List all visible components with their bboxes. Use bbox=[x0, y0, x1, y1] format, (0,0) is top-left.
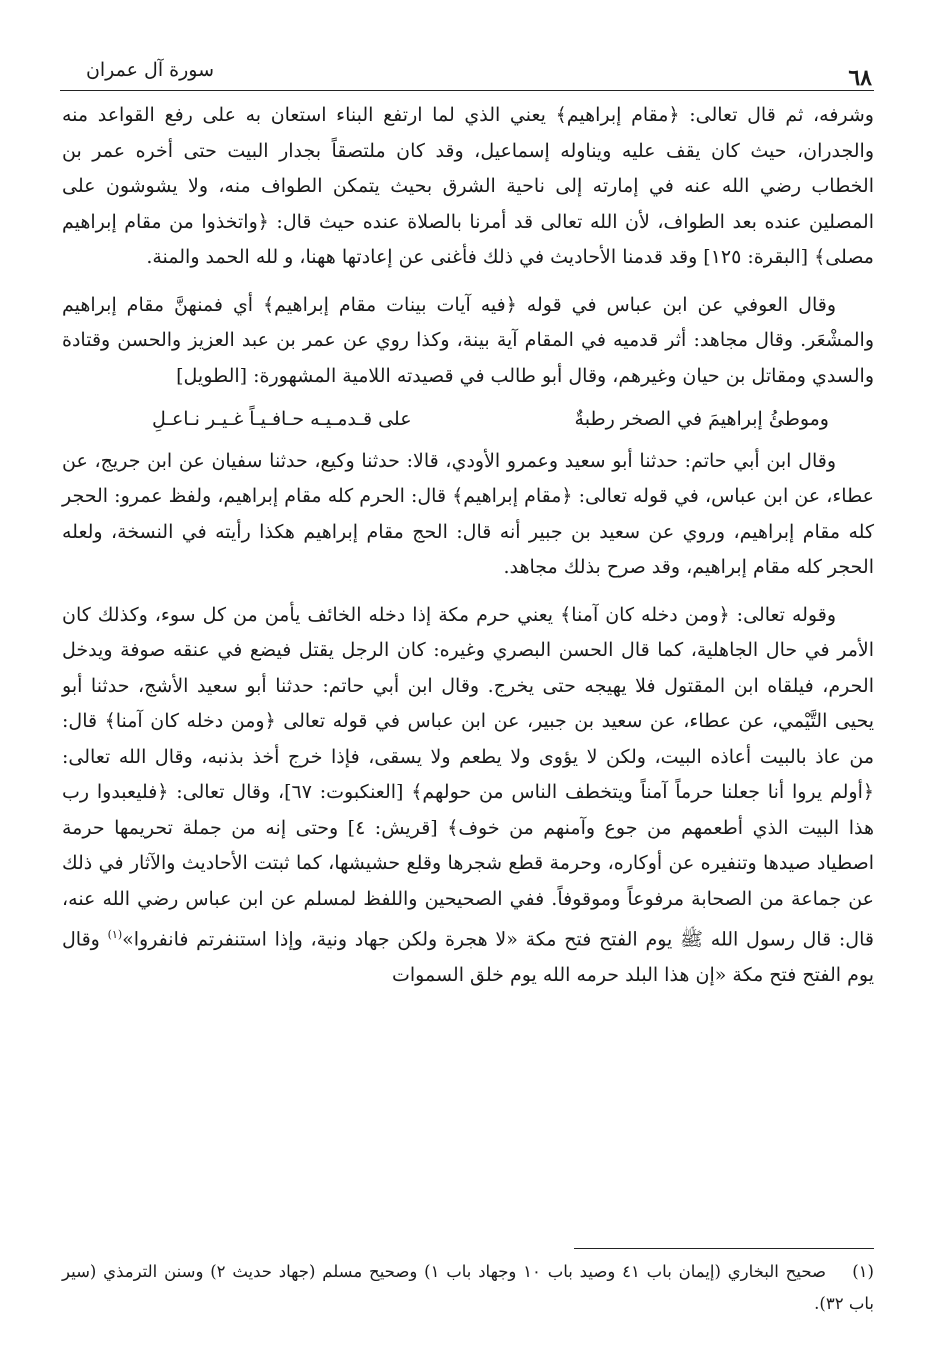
paragraph-1: وشرفه، ثم قال تعالى: ﴿مقام إبراهيم﴾ يعني الذي لما ارتفع البناء استعان به على رفع القواعد منه والجدران، حيث كان يقف عليه ويناوله إسماعيل، وقد كان ملتصقاً بجدار البيت حتى أخره عمر بن الخطاب رضي الله عنه في إمارته إلى ناحية الشرق بحيث يتمكن الطواف منه، ولا يشوشون على المصلين عنده بعد الطواف، لأن الله تعالى قد أمرنا بالصلاة عنده حيث قال: ﴿واتخذوا من مقام إبراهيم مصلى﴾ [البقرة: ١٢٥] وقد قدمنا الأحاديث في ذلك فأغنى عن إعادتها ههنا، و لله الحمد والمنة. bbox=[62, 104, 874, 268]
footnote-number: (١) bbox=[852, 1262, 874, 1281]
header-divider bbox=[60, 90, 874, 91]
paragraph-4 bbox=[62, 598, 874, 994]
main-text bbox=[62, 98, 874, 993]
poem-first-hemistich: وموطئُ إبراهيمَ في الصخر رطبةٌ bbox=[574, 408, 829, 430]
paragraph-4-tail: وقال يوم الفتح فتح مكة «إن هذا البلد حرمه الله يوم خلق السموات bbox=[62, 928, 874, 986]
footnote-divider bbox=[574, 1248, 874, 1249]
running-title: سورة آل عمران bbox=[85, 59, 215, 81]
footnote-reference[interactable]: (١) bbox=[107, 928, 123, 941]
page-number: ٦٨ bbox=[848, 65, 872, 91]
paragraph-4-text: وقوله تعالى: ﴿ومن دخله كان آمنا﴾ يعني حرم مكة إذا دخله الخائف يأمن من كل سوء، وكذلك كان الأمر في حال الجاهلية، كما قال الحسن البصري وغيره: كان الرجل يقتل فيضع في عنقه صوفة ويدخل الحرم، فيلقاه ابن المقتول فلا يهيجه حتى يخرج. وقال ابن أبي حاتم: حدثنا أبو سعيد الأشج، حدثنا أبو يحيى التَّيْمي، عن عطاء، عن سعيد بن جبير، عن ابن عباس في قوله تعالى ﴿ومن دخله كان آمنا﴾ قال: من عاذ بالبيت أعاذه البيت، ولكن لا يؤوى ولا يطعم ولا يسقى، فإذا خرج أخذ بذنبه، وقال الله تعالى: ﴿أولم يروا أنا جعلنا حرماً آمناً ويتخطف الناس من حولهم﴾ [العنكبوت: ٦٧]، وقال تعالى: ﴿فليعبدوا رب هذا البيت الذي أطعمهم من جوع وآمنهم من خوف﴾ [قريش: ٤] وحتى إنه من جملة تحريمها حرمة اصطياد صيدها وتنفيره عن أوكاره، وحرمة قطع شجرها وقلع حشيشها، كما ثبتت الأحاديث والآثار في ذلك عن جماعة من الصحابة مرفوعاً وموقوفاً. ففي الصحيحين واللفظ لمسلم عن ابن عباس رضي الله عنه، قال: قال رسول الله ﷺ يوم الفتح فتح مكة «لا هجرة ولكن جهاد ونية، وإذا استنفرتم فانفروا» bbox=[62, 603, 875, 951]
paragraph-2: وقال العوفي عن ابن عباس في قوله ﴿فيه آيات بينات مقام إبراهيم﴾ أي فمنهنَّ مقام إبراهيم والمشْعَر. وقال مجاهد: أثر قدميه في المقام آية بينة، وكذا روي عن عمر بن عبد العزيز والحسن وقتادة والسدي ومقاتل بن حيان وغيرهم، وقال أبو طالب في قصيدته اللامية المشهورة: [الطويل] bbox=[62, 293, 874, 387]
footnote bbox=[62, 1256, 874, 1320]
poem-second-hemistich: على قـدمـيـه حـافـيـاً غـيـر نـاعـلِ bbox=[152, 408, 412, 430]
poem-verse bbox=[62, 402, 874, 438]
footnote-text: صحيح البخاري (إيمان باب ٤١ وصيد باب ١٠ وجهاد باب ١) وصحيح مسلم (جهاد حديث ٢) وسنن الترمذي (سير باب ٣٢). bbox=[62, 1262, 874, 1313]
paragraph-3: وقال ابن أبي حاتم: حدثنا أبو سعيد وعمرو الأودي، قالا: حدثنا وكيع، حدثنا سفيان عن ابن جريج، عن عطاء، عن ابن عباس، في قوله تعالى: ﴿مقام إبراهيم﴾ قال: الحرم كله مقام إبراهيم، ولفظ عمرو: الحجر كله مقام إبراهيم، وروي عن سعيد بن جبير أنه قال: الحج مقام إبراهيم هكذا رأيته في النسخة، ولعله الحجر كله مقام إبراهيم، وقد صرح بذلك مجاهد. bbox=[62, 449, 874, 578]
